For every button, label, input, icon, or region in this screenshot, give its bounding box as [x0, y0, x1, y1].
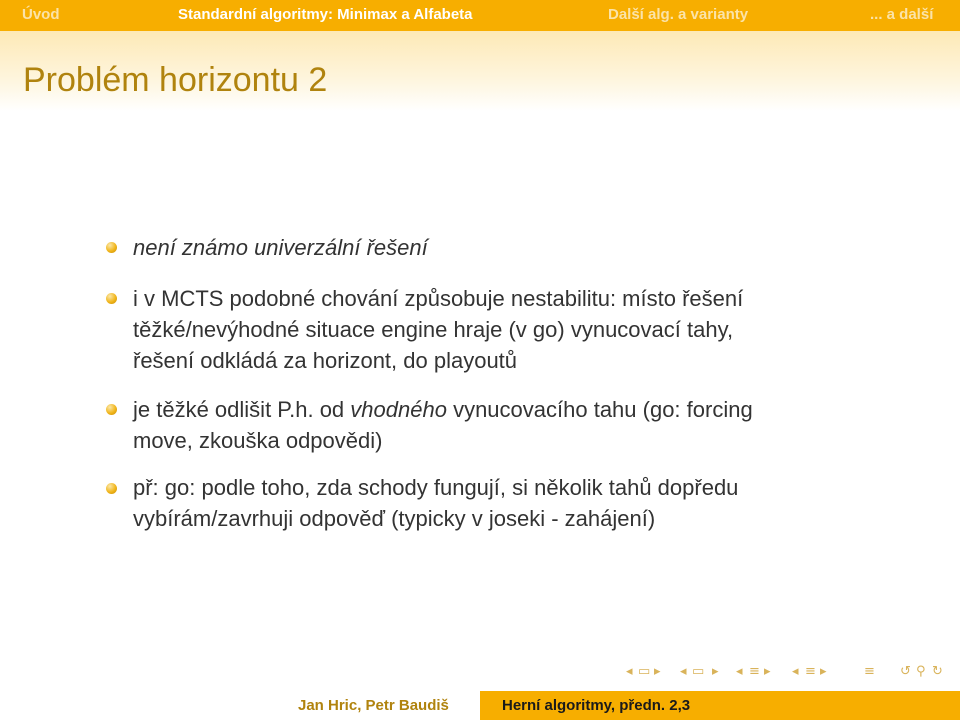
- footer-course: Herní algoritmy, předn. 2,3: [502, 697, 691, 714]
- nav-subsection-next-icon[interactable]: ▸: [712, 664, 719, 679]
- nav-document-prev-icon[interactable]: ◂: [792, 664, 799, 679]
- bullet-item-3: [133, 394, 933, 456]
- footer-authors: Jan Hric, Petr Baudiš: [298, 697, 449, 714]
- footer-right: [480, 691, 960, 720]
- nav-subsection-icon[interactable]: ▭: [692, 664, 705, 679]
- bullet-3-emphasis: vhodného: [350, 397, 447, 422]
- nav-back-icon[interactable]: ↺: [900, 664, 911, 679]
- beamer-navigation-symbols: [0, 664, 960, 684]
- nav-section-uvod[interactable]: Úvod: [22, 6, 60, 23]
- bullet-2-line-1: i v MCTS podobné chování způsobuje nestabilitu: místo řešení: [133, 286, 744, 311]
- bullet-1-line-1: není známo univerzální řešení: [133, 235, 428, 260]
- nav-section-icon[interactable]: ≡: [749, 664, 760, 679]
- nav-frame-next-icon[interactable]: ▸: [654, 664, 661, 679]
- bullet-icon: [106, 483, 117, 494]
- bullet-icon: [106, 293, 117, 304]
- nav-document-next-icon[interactable]: ▸: [820, 664, 827, 679]
- bullet-3-text-b: vynucovacího tahu (go: forcing: [446, 397, 753, 422]
- bullet-3-line-1: [133, 394, 933, 425]
- nav-search-icon[interactable]: ⚲: [916, 664, 926, 679]
- footer: [0, 691, 960, 720]
- nav-section-and-more[interactable]: ... a další: [870, 6, 934, 23]
- nav-forward-icon[interactable]: ↻: [932, 664, 943, 679]
- bullet-4-line-1: př: go: podle toho, zda schody fungují, si několik tahů dopředu: [133, 475, 739, 500]
- bullet-3-text-a: je těžké odlišit P.h. od: [133, 397, 351, 422]
- bullet-4-line-2: vybírám/zavrhuji odpověď (typicky v joseki - zahájení): [133, 506, 656, 531]
- bullet-2-line-2: těžké/nevýhodné situace engine hraje (v go) vynucovací tahy,: [133, 317, 734, 342]
- bullet-icon: [106, 404, 117, 415]
- nav-subsection-prev-icon[interactable]: ◂: [680, 664, 687, 679]
- bullet-3-line-2: move, zkouška odpovědi): [133, 428, 383, 453]
- nav-section-prev-icon[interactable]: ◂: [736, 664, 743, 679]
- bullet-2-line-3: řešení odkládá za horizont, do playoutů: [133, 348, 518, 373]
- footer-left: [0, 691, 480, 720]
- nav-align-icon[interactable]: ≡: [864, 664, 875, 679]
- nav-frame-prev-icon[interactable]: ◂: [626, 664, 633, 679]
- nav-section-next-icon[interactable]: ▸: [764, 664, 771, 679]
- nav-frame-icon[interactable]: ▭: [638, 664, 651, 679]
- top-navigation-bar: [0, 0, 960, 31]
- bullet-item-4: [133, 472, 933, 534]
- nav-section-other-algorithms[interactable]: Další alg. a varianty: [608, 6, 749, 23]
- slide-title: Problém horizontu 2: [23, 61, 328, 99]
- bullet-item-2: [133, 283, 933, 376]
- bullet-icon: [106, 242, 117, 253]
- nav-document-icon[interactable]: ≡: [805, 664, 816, 679]
- bullet-item-1: [133, 232, 933, 263]
- nav-section-standard-algorithms[interactable]: Standardní algoritmy: Minimax a Alfabeta: [178, 6, 473, 23]
